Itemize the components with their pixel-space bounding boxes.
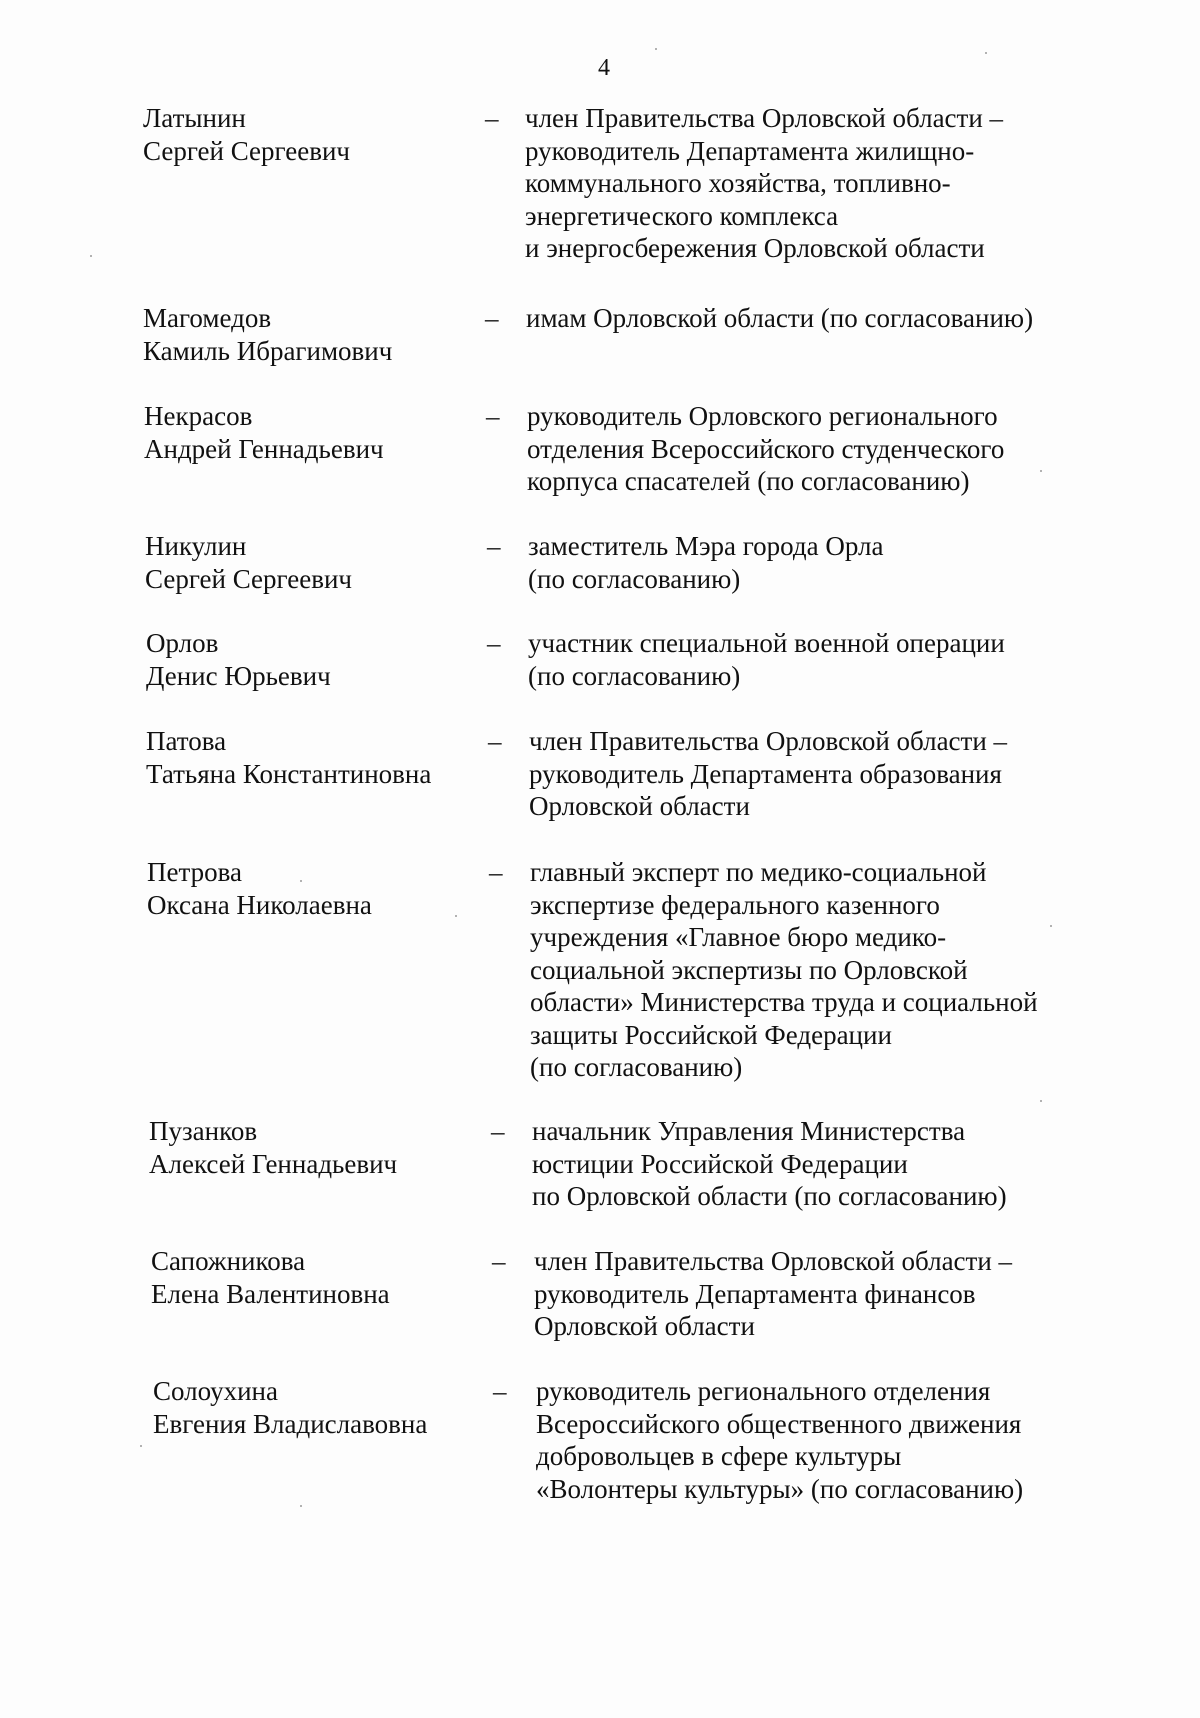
role-line: области» Министерства труда и социальной — [530, 987, 1038, 1017]
member-surname: Солоухина — [153, 1376, 278, 1406]
separator-dash: – — [485, 303, 499, 333]
role-line: участник специальной военной операции — [528, 628, 1005, 658]
role-line: руководитель Департамента образования — [529, 758, 1002, 789]
member-name — [143, 302, 392, 367]
member-surname: Орлов — [146, 628, 219, 658]
member-surname: Патова — [146, 726, 227, 756]
member-given-names: Оксана Николаевна — [147, 889, 372, 920]
role-line: корпуса спасателей (по согласованию) — [527, 466, 970, 496]
scan-speck — [300, 880, 302, 882]
member-name — [146, 725, 431, 790]
member-given-names: Камиль Ибрагимович — [143, 335, 393, 366]
member-given-names: Денис Юрьевич — [146, 660, 331, 691]
role-line: (по согласованию) — [528, 563, 741, 594]
separator-dash: – — [492, 1246, 506, 1276]
role-line: юстиции Российской Федерации — [532, 1148, 908, 1179]
member-given-names: Сергей Сергеевич — [145, 563, 353, 594]
member-given-names: Елена Валентиновна — [151, 1278, 390, 1309]
separator-dash: – — [488, 726, 502, 756]
member-surname: Магомедов — [143, 303, 272, 333]
separator-dash: – — [486, 401, 500, 431]
role-line: руководитель Департамента жилищно- — [525, 135, 975, 166]
member-surname: Сапожникова — [151, 1246, 306, 1276]
member-name — [144, 400, 384, 465]
member-role — [530, 856, 1130, 1084]
role-line: руководитель Орловского регионального — [527, 401, 998, 431]
separator-dash: – — [491, 1116, 505, 1146]
scan-speck — [455, 915, 457, 917]
member-surname: Пузанков — [149, 1116, 258, 1146]
role-line: «Волонтеры культуры» (по согласованию) — [536, 1473, 1024, 1504]
member-role — [532, 1115, 1132, 1213]
member-name — [143, 102, 350, 167]
member-role — [527, 400, 1127, 498]
role-line: учреждения «Главное бюро медико- — [530, 922, 947, 952]
member-role — [529, 725, 1129, 823]
role-line: имам Орловской области (по согласованию) — [526, 303, 1034, 333]
role-line: добровольцев в сфере культуры — [536, 1441, 902, 1471]
role-line: экспертизе федерального казенного — [530, 889, 940, 920]
role-line: и энергосбережения Орловской области — [525, 233, 985, 263]
role-line: руководитель Департамента финансов — [534, 1278, 976, 1309]
member-given-names: Евгения Владиславовна — [153, 1408, 428, 1439]
separator-dash: – — [489, 857, 503, 887]
role-line: Всероссийского общественного движения — [536, 1408, 1022, 1439]
member-surname: Латынин — [143, 103, 246, 133]
role-line: член Правительства Орловской области – — [529, 726, 1008, 756]
role-line: коммунального хозяйства, топливно- — [525, 168, 951, 198]
role-line: Орловской области — [534, 1311, 755, 1341]
member-name — [146, 627, 331, 692]
separator-dash: – — [487, 628, 501, 658]
role-line: (по согласованию) — [528, 660, 741, 691]
role-line: по Орловской области (по согласованию) — [532, 1181, 1007, 1211]
member-surname: Петрова — [147, 857, 242, 887]
scan-speck — [300, 1505, 302, 1507]
member-name — [151, 1245, 390, 1310]
page-number: 4 — [598, 55, 610, 81]
member-role — [528, 627, 1128, 692]
member-given-names: Сергей Сергеевич — [143, 135, 351, 166]
role-line: член Правительства Орловской области – — [534, 1246, 1013, 1276]
role-line: руководитель регионального отделения — [536, 1376, 991, 1406]
role-line: начальник Управления Министерства — [532, 1116, 966, 1146]
role-line: отделения Всероссийского студенческого — [527, 433, 1005, 464]
member-name — [147, 856, 372, 921]
role-line: социальной экспертизы по Орловской — [530, 954, 968, 985]
member-role — [525, 102, 1125, 265]
scan-speck — [655, 48, 657, 50]
role-line: энергетического комплекса — [525, 200, 839, 231]
scan-speck — [1040, 1100, 1042, 1102]
member-role — [534, 1245, 1134, 1343]
scan-speck — [1040, 470, 1042, 472]
separator-dash: – — [487, 531, 501, 561]
scan-speck — [1050, 925, 1052, 927]
role-line: главный эксперт по медико-социальной — [530, 857, 987, 887]
role-line: заместитель Мэра города Орла — [528, 531, 884, 561]
role-line: член Правительства Орловской области – — [525, 103, 1004, 133]
separator-dash: – — [485, 103, 499, 133]
separator-dash: – — [493, 1376, 507, 1406]
member-role — [528, 530, 1128, 595]
member-role — [536, 1375, 1136, 1505]
member-surname: Некрасов — [144, 401, 253, 431]
role-line: (по согласованию) — [530, 1052, 743, 1082]
scan-speck — [90, 255, 92, 257]
role-line: Орловской области — [529, 791, 750, 821]
member-given-names: Татьяна Константиновна — [146, 758, 432, 789]
member-surname: Никулин — [145, 531, 247, 561]
member-given-names: Алексей Геннадьевич — [149, 1148, 398, 1179]
role-line: защиты Российской Федерации — [530, 1019, 892, 1050]
member-role — [526, 302, 1126, 335]
member-name — [149, 1115, 397, 1180]
scan-speck — [985, 52, 987, 54]
member-name — [145, 530, 352, 595]
member-given-names: Андрей Геннадьевич — [144, 433, 384, 464]
scan-speck — [140, 1445, 142, 1447]
member-name — [153, 1375, 427, 1440]
